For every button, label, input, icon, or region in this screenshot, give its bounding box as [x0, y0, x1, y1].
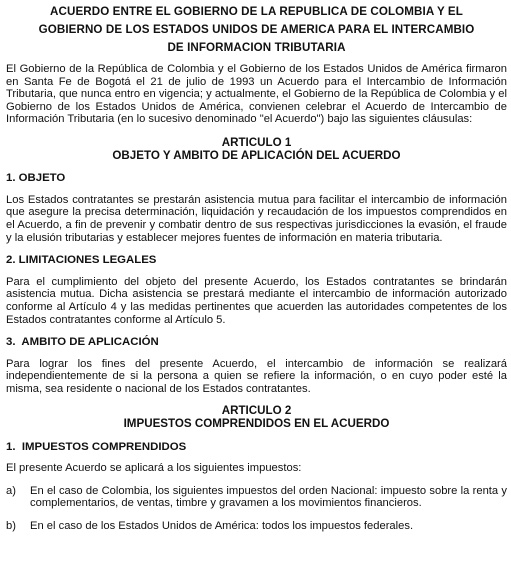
section-heading-impuestos: 1. IMPUESTOS COMPRENDIDOS	[6, 440, 187, 453]
intro-paragraph: El Gobierno de la República de Colombia y el Gobierno de los Estados Unidos de América firmaron en Santa Fe de Bogotá el 21 de julio de 1993 un Acuerdo para el Intercambio de Información Tributaria, que nunca entro en vigencia; y actualmente, el Gobierno de la República de Colombia y el Gobierno de los Estados Unidos de América, convienen celebrar el Acuerdo de Intercambio de Información Tributaria (en lo sucesivo denominado "el Acuerdo") bajo las siguientes cláusulas:	[6, 63, 507, 126]
title-line-1: ACUERDO ENTRE EL GOBIERNO DE LA REPUBLICA DE COLOMBIA Y EL	[50, 5, 463, 18]
section-text-limitaciones: Para el cumplimiento del objeto del presente Acuerdo, los Estados contratantes se brindarán asistencia mutua. Dicha asistencia se prestará mediante el intercambio de información autorizado conforme al Artículo 4 y las medidas pertinentes que acuerden las autoridades competentes de los Estados contratantes conforme al Artículo 5.	[6, 275, 507, 326]
article-1-title: OBJETO Y AMBITO DE APLICACIÓN DEL ACUERDO	[112, 148, 401, 162]
section-text-objeto: Los Estados contratantes se prestarán asistencia mutua para facilitar el intercambio de información que asegure la precisa determinación, liquidación y recaudación de los impuestos comprendidos en el Acuerdo, a fin de prevenir y combatir dentro de sus respectivas jurisdicciones la evasión, el fraude y la elusión tributarias y establecer mejores fuentes de información en materia tributaria.	[6, 193, 507, 244]
list-item	[6, 520, 507, 533]
section-heading-objeto: 1. OBJETO	[6, 172, 66, 185]
title-line-3: DE INFORMACION TRIBUTARIA	[167, 41, 346, 54]
list-item-text: En el caso de los Estados Unidos de América: todos los impuestos federales.	[30, 520, 414, 533]
list-item	[6, 485, 507, 510]
title-line-2: GOBIERNO DE LOS ESTADOS UNIDOS DE AMERICA PARA EL INTERCAMBIO	[38, 23, 475, 36]
list-marker: b)	[6, 520, 16, 533]
article-2-title: IMPUESTOS COMPRENDIDOS EN EL ACUERDO	[123, 417, 390, 431]
section-text-impuestos: El presente Acuerdo se aplicará a los siguientes impuestos:	[6, 462, 302, 475]
article-1-number: ARTICULO 1	[221, 135, 292, 149]
document-title	[6, 3, 507, 57]
list-item-text: En el caso de Colombia, los siguientes impuestos del orden Nacional: impuesto sobre la renta y complementarios, de ventas, timbre y gravamen a los movimientos financieros.	[30, 484, 507, 510]
article-2-header	[6, 405, 507, 430]
section-heading-limitaciones: 2. LIMITACIONES LEGALES	[6, 254, 157, 267]
article-1-header	[6, 137, 507, 162]
article-2-number: ARTICULO 2	[221, 404, 292, 418]
section-heading-ambito: 3. AMBITO DE APLICACIÓN	[6, 336, 159, 349]
section-text-ambito: Para lograr los fines del presente Acuerdo, el intercambio de información se realizará independientemente de si la persona a quien se refiere la información, o en cuyo poder esté la misma, sea residente o nacional de los Estados contratantes.	[6, 357, 507, 395]
list-marker: a)	[6, 484, 16, 497]
